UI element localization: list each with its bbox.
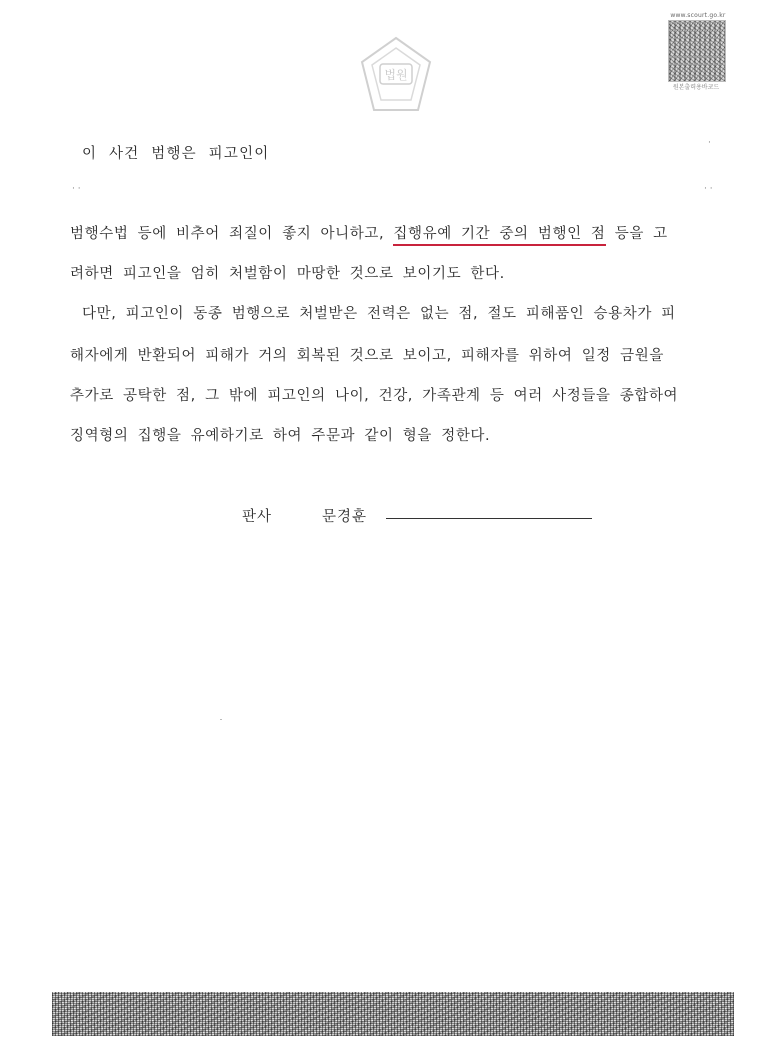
seal-text: 법원: [384, 68, 408, 82]
scan-speck: [220, 719, 222, 720]
judge-title: 판사: [242, 509, 273, 525]
judge-name: 문경훈: [322, 509, 368, 525]
body-line-2-pre: 범행수법 등에 비추어 죄질이 좋지 아니하고,: [70, 226, 394, 242]
scan-speck: · ·: [72, 184, 81, 194]
site-url: www.scourt.go.kr: [670, 12, 726, 19]
body-line-2: [70, 222, 668, 243]
body-line-2-post: 등을 고: [605, 226, 668, 242]
signature-line: [386, 518, 592, 519]
body-line-1: 이 사건 범행은 피고인이: [82, 146, 270, 162]
body-line-4: 다만, 피고인이 동종 범행으로 처벌받은 전력은 없는 점, 절도 피해품인 승용차가 피: [82, 306, 676, 322]
body-line-5: 해자에게 반환되어 피해가 거의 회복된 것으로 보이고, 피해자를 위하여 일정 금원을: [70, 348, 664, 364]
body-line-7: 징역형의 집행을 유예하기로 하여 주문과 같이 형을 정한다.: [70, 428, 491, 444]
scan-speck: ·: [708, 138, 711, 148]
scan-speck: · ·: [704, 184, 713, 194]
document-barcode-icon: [52, 992, 734, 1036]
court-seal-icon: [356, 34, 436, 118]
qr-caption: 원본출력용바코드: [672, 84, 720, 91]
highlighted-phrase: 집행유예 기간 중의 범행인 점: [393, 226, 605, 246]
body-line-6: 추가로 공탁한 점, 그 밖에 피고인의 나이, 건강, 가족관계 등 여러 사정들을 종합하여: [70, 388, 679, 404]
qr-code-icon: [668, 20, 726, 82]
body-line-3: 려하면 피고인을 엄히 처벌함이 마땅한 것으로 보이기도 한다.: [70, 266, 505, 282]
